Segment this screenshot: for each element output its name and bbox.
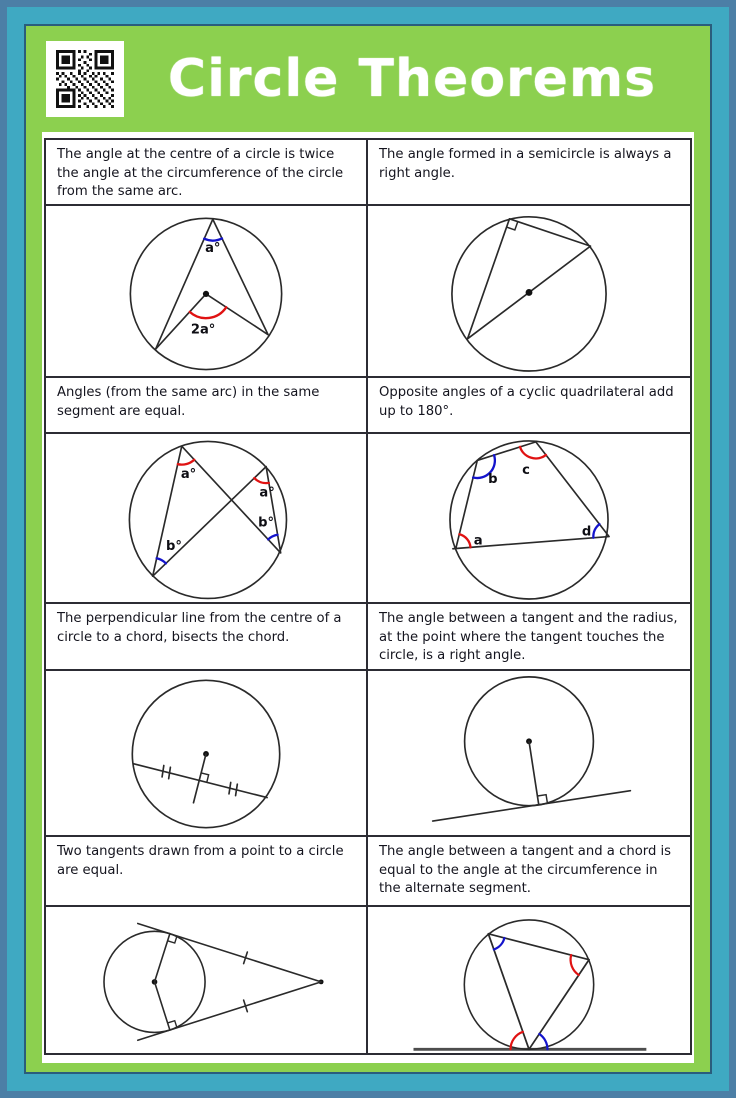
teal-frame (7, 7, 729, 1091)
diagram-cell (368, 907, 690, 1053)
alternate-segment-diagram (368, 907, 690, 1053)
angle-label: c (522, 463, 530, 479)
theorem-text-tangent-radius: The angle between a tangent and the radius, at the point where the tangent touches the circle, is a right angle. (368, 604, 690, 671)
diagram-cell (368, 434, 690, 604)
theorem-text-semicircle: The angle formed in a semicircle is always a right angle. (368, 140, 690, 206)
angle-label: b (488, 471, 498, 487)
angle-label: a° (205, 241, 221, 257)
theorem-text-perpendicular-chord: The perpendicular line from the centre of a circle to a chord, bisects the chord. (46, 604, 368, 671)
diagram-cell (46, 434, 368, 604)
cyclic-quadrilateral-diagram (368, 434, 690, 602)
tangent-radius-diagram (368, 671, 690, 835)
page-title: Circle Theorems (167, 49, 657, 109)
content-panel (42, 132, 694, 1063)
diagram-cell (46, 671, 368, 837)
semicircle-diagram (368, 206, 690, 376)
theorems-table (44, 138, 692, 1055)
two-tangents-diagram (46, 907, 366, 1053)
theorem-text-angle-at-centre: The angle at the centre of a circle is twice the angle at the circumference of the circle from the same arc. (46, 140, 368, 206)
same-segment-diagram (46, 434, 366, 602)
angle-label: a° (259, 485, 275, 501)
angle-label: a° (180, 467, 197, 483)
angle-label: b° (258, 515, 275, 531)
angle-label: b° (166, 539, 182, 554)
angle-label: d (581, 524, 592, 540)
qr-code-icon (56, 50, 114, 108)
perpendicular-chord-diagram (46, 671, 366, 835)
header (26, 26, 710, 132)
theorem-text-alternate-segment: The angle between a tangent and a chord is equal to the angle at the circumference in the alternate segment. (368, 837, 690, 907)
theorem-text-cyclic-quadrilateral: Opposite angles of a cyclic quadrilateral add up to 180°. (368, 378, 690, 434)
angle-label: 2a° (190, 322, 216, 338)
theorem-text-same-segment: Angles (from the same arc) in the same segment are equal. (46, 378, 368, 434)
theorem-text-two-tangents: Two tangents drawn from a point to a circle are equal. (46, 837, 368, 907)
angle-at-centre-diagram (46, 206, 366, 376)
diagram-cell (46, 907, 368, 1053)
diagram-cell (46, 206, 368, 378)
diagram-cell (368, 671, 690, 837)
green-frame (24, 24, 712, 1074)
angle-label: a (473, 533, 483, 549)
diagram-cell (368, 206, 690, 378)
qr-code (46, 41, 124, 117)
